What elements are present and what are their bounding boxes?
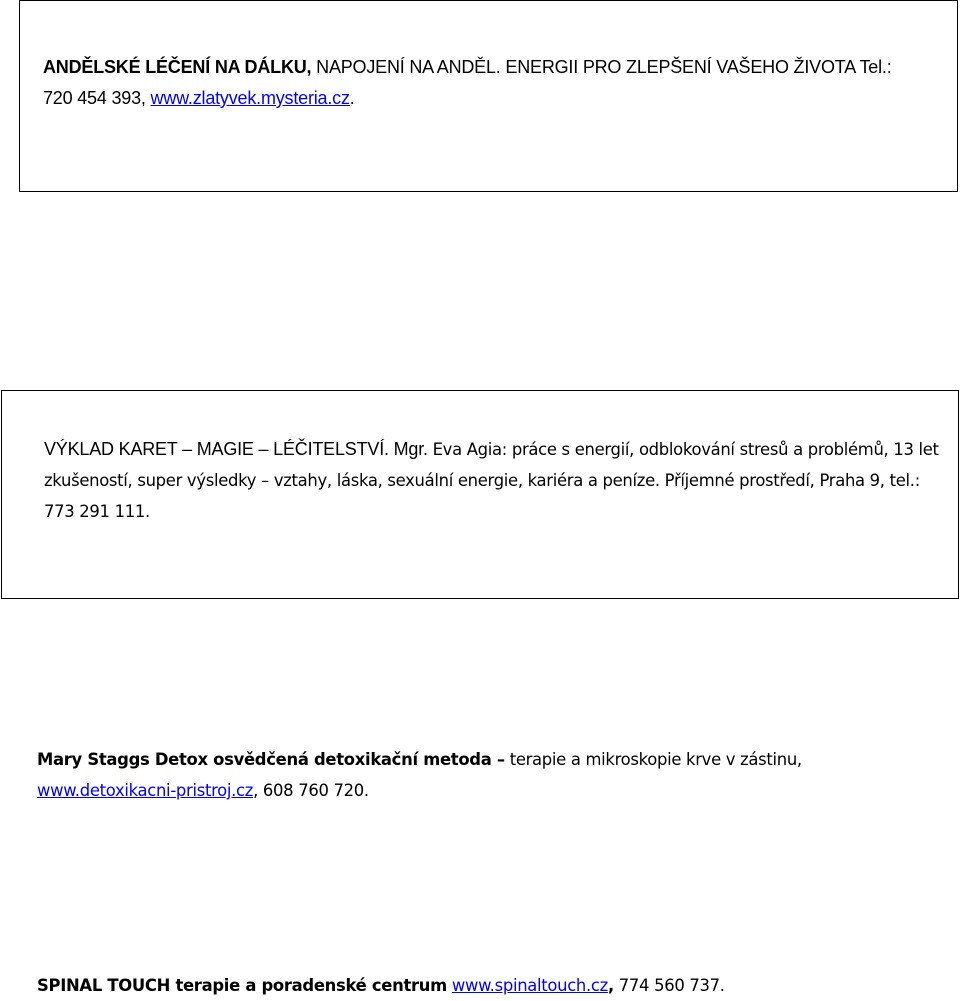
ad-spinal-touch: [37, 970, 957, 1001]
ad-spinal-touch-heading: SPINAL TOUCH terapie a poradenské centrum: [37, 976, 447, 995]
detox-link[interactable]: www.detoxikacni-pristroj.cz: [37, 781, 254, 800]
zlatyvek-link[interactable]: www.zlatyvek.mysteria.cz: [150, 88, 350, 108]
ad-card-reading-title: Mgr.: [388, 439, 433, 459]
ad-detox-heading: Mary Staggs Detox osvědčená detoxikační metoda –: [37, 750, 505, 769]
ad-detox-text: terapie a mikroskopie krve v zástinu,: [504, 750, 802, 769]
ad-angel-healing-text: NAPOJENÍ NA ANDĚL. ENERGII PRO ZLEPŠENÍ VAŠEHO ŽIVOTA Tel.: 720 454 393,: [43, 57, 892, 108]
ad-spinal-touch-comma: ,: [607, 976, 614, 995]
ad-detox: [37, 744, 937, 806]
spinaltouch-link[interactable]: www.spinaltouch.cz: [451, 976, 608, 995]
ad-card-reading-text: Eva Agia: práce s energií, odblokování stresů a problémů, 13 let zkušeností, super výsledky – vztahy, láska, sexuální energie, kariéra a peníze. Příjemné prostředí, Praha 9, tel.: 773 291 111.: [44, 440, 939, 521]
ad-card-reading: [44, 434, 944, 527]
ad-angel-healing-heading: ANDĚLSKÉ LÉČENÍ NA DÁLKU,: [43, 57, 312, 77]
ad-spinal-touch-phone: 774 560 737.: [613, 976, 725, 995]
ad-detox-end: , 608 760 720.: [253, 781, 369, 800]
ad-angel-healing-end: .: [349, 88, 355, 108]
ad-angel-healing: [43, 52, 923, 114]
ad-card-reading-heading: VÝKLAD KARET – MAGIE – LÉČITELSTVÍ.: [44, 439, 389, 459]
